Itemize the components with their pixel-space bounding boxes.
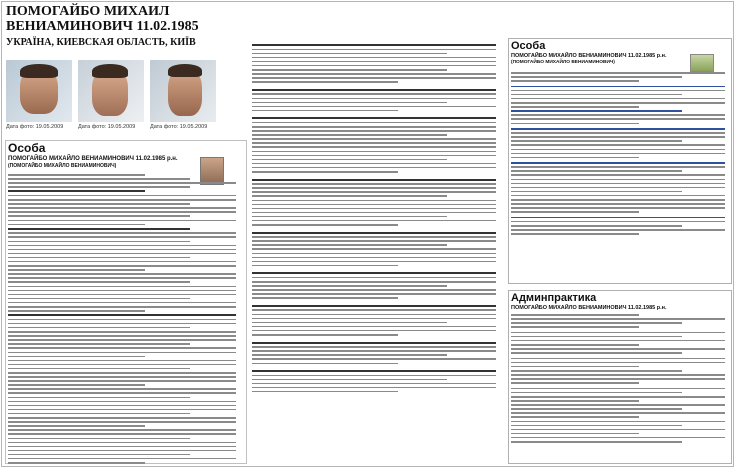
left-person-sub: (ПОМОГАЙБО МИХАЙЛО ВЕНИАМИНОВИЧ)	[8, 163, 117, 169]
right-bottom-person-line: ПОМОГАЙБО МИХАЙЛО ВЕНИАМИНОВИЧ 11.02.1985 р.н.	[511, 305, 667, 311]
middle-records-column	[252, 44, 496, 395]
right-top-section-title: Особа	[511, 40, 546, 52]
right-top-person-line: ПОМОГАЙБО МИХАЙЛО ВЕНИАМИНОВИЧ 11.02.1985 р.н.	[511, 53, 667, 59]
left-person-line: ПОМОГАЙБО МИХАЙЛО ВЕНИАМИНОВИЧ 11.02.1985 р.н.	[8, 156, 178, 162]
photo-1	[6, 60, 72, 122]
photo-2	[78, 60, 144, 122]
right-bottom-section-title: Админпрактика	[511, 292, 597, 304]
person-name-line1: ПОМОГАЙБО МИХАИЛ	[6, 4, 170, 19]
person-location: УКРАЇНА, КИЕВСКАЯ ОБЛАСТЬ, КИЇВ	[6, 37, 196, 48]
right-top-thumbnail	[690, 54, 714, 72]
photo-3	[150, 60, 216, 122]
right-bottom-text-block	[511, 314, 725, 445]
person-name-line2: ВЕНИАМИНОВИЧ 11.02.1985	[6, 19, 199, 34]
header-block	[6, 4, 246, 49]
photo-caption-1: Дата фото: 19.05.2009	[6, 124, 64, 130]
left-section-title: Особа	[8, 141, 46, 155]
photo-caption-3: Дата фото: 19.05.2009	[150, 124, 208, 130]
photo-caption-2: Дата фото: 19.05.2009	[78, 124, 136, 130]
right-top-person-sub: (ПОМОГАЙБО МИХАЙЛО ВЕНИАМИНОВИЧ)	[511, 60, 615, 65]
right-top-text-block	[511, 72, 725, 237]
left-panel-text-block	[8, 174, 236, 466]
